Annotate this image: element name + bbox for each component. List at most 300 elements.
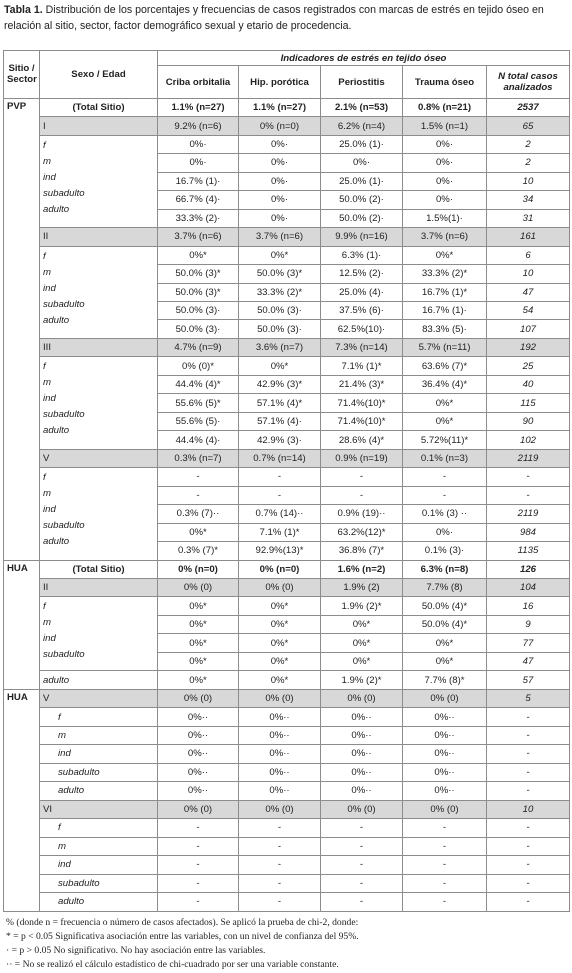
- cell-value: 0%··: [321, 782, 403, 800]
- sex-age-label: adulto: [40, 892, 158, 911]
- cell-value: 0%··: [239, 782, 321, 800]
- cell-ntotal: -: [487, 782, 570, 800]
- data-row: [4, 135, 570, 153]
- cell-ntotal: 115: [487, 394, 570, 412]
- cell-value: 0%·: [403, 191, 487, 209]
- cell-value: 92.9%(13)*: [239, 542, 321, 560]
- cell-value: -: [239, 874, 321, 892]
- cell-value: 50.0% (4)*: [403, 597, 487, 615]
- sex-age-label: m: [40, 837, 158, 855]
- cell-value: 71.4%(10)*: [321, 412, 403, 430]
- cell-value: -: [403, 892, 487, 911]
- cell-value: -: [403, 856, 487, 874]
- stress-indicators-table: [3, 50, 570, 912]
- cell-value: 0%··: [321, 708, 403, 726]
- sex-age-label: m: [43, 488, 51, 500]
- cell-value: 50.0% (4)*: [403, 615, 487, 633]
- total-label: (Total Sitio): [40, 98, 158, 116]
- cell-value: 1.9% (2)*: [321, 597, 403, 615]
- sector-row: [4, 228, 570, 246]
- cell-value: 0%*: [403, 652, 487, 670]
- cell-value: 16.7% (1)·: [403, 301, 487, 319]
- cell-value: -: [321, 874, 403, 892]
- cell-value: 0%··: [321, 726, 403, 744]
- cell-ntotal: 104: [487, 579, 570, 597]
- cell-value: 0%*: [158, 246, 239, 264]
- cell-value: 0%*: [239, 652, 321, 670]
- sex-age-label: m: [43, 377, 51, 389]
- cell-ntotal: -: [487, 819, 570, 837]
- cell-ntotal: 2: [487, 135, 570, 153]
- cell-value: -: [158, 892, 239, 911]
- cell-ntotal: 2: [487, 154, 570, 172]
- cell-value: 25.0% (1)·: [321, 172, 403, 190]
- sex-age-label: ind: [43, 504, 56, 516]
- cell-value: 0.3% (n=7): [158, 449, 239, 467]
- sex-age-label: f: [43, 139, 46, 151]
- table-body: [4, 51, 570, 912]
- sex-age-label: ind: [43, 633, 56, 645]
- cell-ntotal: 54: [487, 301, 570, 319]
- cell-value: -: [403, 486, 487, 504]
- cell-ntotal: 10: [487, 172, 570, 190]
- cell-ntotal: -: [487, 708, 570, 726]
- cell-value: 6.3% (n=8): [403, 560, 487, 578]
- cell-value: 0%·: [158, 154, 239, 172]
- sex-age-label: subadulto: [43, 187, 85, 199]
- header-trauma: Trauma óseo: [403, 66, 487, 99]
- cell-value: 3.7% (n=6): [403, 228, 487, 246]
- cell-value: 0%*: [321, 652, 403, 670]
- cell-value: 33.3% (2)·: [158, 209, 239, 227]
- cell-value: 2.1% (n=53): [321, 98, 403, 116]
- cell-value: 9.9% (n=16): [321, 228, 403, 246]
- cell-value: 0% (0): [158, 689, 239, 707]
- cell-ntotal: -: [487, 486, 570, 504]
- cell-value: 0% (0): [239, 579, 321, 597]
- cell-value: 0%··: [321, 763, 403, 781]
- cell-value: 0%*: [239, 634, 321, 652]
- sex-age-label: f: [43, 472, 46, 484]
- cell-value: -: [158, 874, 239, 892]
- cell-ntotal: 90: [487, 412, 570, 430]
- cell-value: -: [239, 856, 321, 874]
- cell-value: 50.0% (2)·: [321, 209, 403, 227]
- cell-value: 0% (0): [239, 800, 321, 818]
- cell-value: 7.3% (n=14): [321, 338, 403, 356]
- cell-value: 0%*: [158, 634, 239, 652]
- cell-value: 44.4% (4)*: [158, 375, 239, 393]
- cell-value: 6.2% (n=4): [321, 117, 403, 135]
- cell-value: -: [321, 837, 403, 855]
- note-line: ·· = No se realizó el cálculo estadístico de chi-cuadrado por ser una variable constante.: [6, 959, 339, 970]
- cell-ntotal: 107: [487, 320, 570, 338]
- sex-age-group: [40, 246, 158, 338]
- data-row: [4, 726, 570, 744]
- cell-ntotal: 2119: [487, 449, 570, 467]
- cell-value: 71.4%(10)*: [321, 394, 403, 412]
- cell-ntotal: 5: [487, 689, 570, 707]
- cell-value: 25.0% (4)·: [321, 283, 403, 301]
- cell-value: 0%·: [403, 523, 487, 541]
- cell-value: 0%··: [239, 726, 321, 744]
- cell-value: 1.5% (n=1): [403, 117, 487, 135]
- cell-value: 0%··: [239, 708, 321, 726]
- cell-value: 55.6% (5)*: [158, 394, 239, 412]
- cell-value: 0% (n=0): [239, 560, 321, 578]
- cell-value: 0%··: [239, 745, 321, 763]
- cell-ntotal: -: [487, 892, 570, 911]
- cell-value: 3.7% (n=6): [158, 228, 239, 246]
- cell-ntotal: 192: [487, 338, 570, 356]
- caption-label: Tabla 1.: [4, 4, 43, 16]
- cell-value: 55.6% (5)·: [158, 412, 239, 430]
- sector-label: V: [40, 449, 158, 467]
- cell-value: 9.2% (n=6): [158, 117, 239, 135]
- cell-value: 50.0% (3)·: [158, 320, 239, 338]
- cell-ntotal: 1135: [487, 542, 570, 560]
- cell-value: 0%··: [158, 726, 239, 744]
- cell-value: -: [239, 892, 321, 911]
- cell-value: 57.1% (4)·: [239, 412, 321, 430]
- cell-value: 0%·: [239, 209, 321, 227]
- cell-ntotal: 40: [487, 375, 570, 393]
- cell-value: 50.0% (3)*: [239, 265, 321, 283]
- cell-value: 0%*: [403, 634, 487, 652]
- cell-value: 0%*: [158, 652, 239, 670]
- cell-value: -: [321, 856, 403, 874]
- cell-value: 0.1% (n=3): [403, 449, 487, 467]
- cell-ntotal: -: [487, 837, 570, 855]
- cell-value: 0.7% (14)··: [239, 505, 321, 523]
- cell-ntotal: -: [487, 874, 570, 892]
- cell-ntotal: 65: [487, 117, 570, 135]
- cell-value: 0%·: [239, 191, 321, 209]
- cell-value: -: [403, 874, 487, 892]
- cell-value: 12.5% (2)·: [321, 265, 403, 283]
- cell-value: 0%··: [403, 708, 487, 726]
- cell-value: 4.7% (n=9): [158, 338, 239, 356]
- cell-value: 57.1% (4)*: [239, 394, 321, 412]
- cell-value: 0%*: [239, 597, 321, 615]
- data-row: [4, 745, 570, 763]
- cell-value: 0%*: [403, 412, 487, 430]
- cell-value: 0%·: [239, 135, 321, 153]
- sex-age-label: f: [40, 819, 158, 837]
- cell-value: -: [403, 837, 487, 855]
- cell-ntotal: -: [487, 745, 570, 763]
- cell-value: -: [321, 892, 403, 911]
- cell-value: -: [158, 856, 239, 874]
- cell-value: 0.8% (n=21): [403, 98, 487, 116]
- cell-value: 0% (0): [321, 800, 403, 818]
- sex-age-label: adulto: [43, 425, 70, 437]
- sector-row: [4, 689, 570, 707]
- cell-ntotal: -: [487, 856, 570, 874]
- cell-value: 0%··: [158, 745, 239, 763]
- sector-label: II: [40, 228, 158, 246]
- sector-row: [4, 117, 570, 135]
- cell-ntotal: 16: [487, 597, 570, 615]
- cell-value: 0.3% (7)··: [158, 505, 239, 523]
- data-row: [4, 892, 570, 911]
- cell-value: 0% (0): [239, 689, 321, 707]
- cell-value: 28.6% (4)*: [321, 431, 403, 449]
- cell-value: 5.72%(11)*: [403, 431, 487, 449]
- cell-value: 7.7% (8)*: [403, 671, 487, 689]
- sector-row: [4, 800, 570, 818]
- cell-value: 50.0% (3)·: [158, 301, 239, 319]
- cell-value: 1.1% (n=27): [239, 98, 321, 116]
- cell-value: 0.7% (n=14): [239, 449, 321, 467]
- cell-ntotal: 57: [487, 671, 570, 689]
- cell-value: 0%·: [403, 154, 487, 172]
- cell-value: 50.0% (3)·: [239, 301, 321, 319]
- data-row: [4, 856, 570, 874]
- cell-value: 50.0% (2)·: [321, 191, 403, 209]
- data-row: [4, 782, 570, 800]
- header-sex-age: Sexo / Edad: [40, 51, 158, 99]
- cell-ntotal: -: [487, 763, 570, 781]
- total-row: [4, 560, 570, 578]
- sector-label: VI: [40, 800, 158, 818]
- cell-value: 0% (0): [403, 689, 487, 707]
- cell-value: 0%*: [403, 394, 487, 412]
- sex-age-label: m: [43, 617, 51, 629]
- data-row: [4, 837, 570, 855]
- sex-age-label: subadulto: [43, 649, 85, 661]
- sex-age-label: f: [40, 708, 158, 726]
- sex-age-label: adulto: [43, 536, 70, 548]
- cell-value: 0% (0)*: [158, 357, 239, 375]
- cell-value: -: [158, 468, 239, 486]
- sex-age-label: adulto: [43, 203, 70, 215]
- cell-value: 33.3% (2)*: [403, 265, 487, 283]
- cell-value: 1.9% (2): [321, 579, 403, 597]
- cell-value: 50.0% (3)·: [239, 320, 321, 338]
- cell-value: 0%··: [158, 708, 239, 726]
- cell-value: 44.4% (4)·: [158, 431, 239, 449]
- cell-value: 0%*: [158, 597, 239, 615]
- header-indicators: Indicadores de estrés en tejido óseo: [158, 51, 570, 66]
- cell-value: 0%*: [239, 357, 321, 375]
- cell-value: 0%·: [403, 172, 487, 190]
- header-ntotal: N total casos analizados: [487, 66, 570, 99]
- cell-value: 0%*: [321, 634, 403, 652]
- sex-age-label: ind: [40, 856, 158, 874]
- sex-age-label: adulto: [40, 671, 158, 689]
- cell-value: 83.3% (5)·: [403, 320, 487, 338]
- cell-value: -: [158, 819, 239, 837]
- sex-age-group: [40, 597, 158, 671]
- sex-age-label: adulto: [40, 782, 158, 800]
- sex-age-label: ind: [43, 282, 56, 294]
- cell-ntotal: 47: [487, 283, 570, 301]
- header-row-1: [4, 51, 570, 66]
- cell-ntotal: 102: [487, 431, 570, 449]
- sector-row: [4, 449, 570, 467]
- cell-value: 0%*: [239, 615, 321, 633]
- cell-value: 7.1% (1)*: [239, 523, 321, 541]
- cell-value: -: [321, 468, 403, 486]
- sex-age-label: m: [40, 726, 158, 744]
- sex-age-label: ind: [40, 745, 158, 763]
- cell-value: 33.3% (2)*: [239, 283, 321, 301]
- cell-value: 16.7% (1)·: [158, 172, 239, 190]
- cell-value: 50.0% (3)*: [158, 265, 239, 283]
- cell-value: 37.5% (6)·: [321, 301, 403, 319]
- cell-value: 0%··: [403, 745, 487, 763]
- cell-value: -: [239, 486, 321, 504]
- sex-age-label: m: [43, 266, 51, 278]
- cell-ntotal: 9: [487, 615, 570, 633]
- cell-value: -: [158, 837, 239, 855]
- cell-value: 62.5%(10)·: [321, 320, 403, 338]
- cell-value: -: [321, 486, 403, 504]
- total-label: (Total Sitio): [40, 560, 158, 578]
- sex-age-label: subadulto: [40, 763, 158, 781]
- cell-value: 0%·: [239, 154, 321, 172]
- cell-value: 16.7% (1)*: [403, 283, 487, 301]
- header-perio: Periostitis: [321, 66, 403, 99]
- sex-age-group: [40, 468, 158, 560]
- cell-ntotal: 6: [487, 246, 570, 264]
- cell-value: 0%·: [158, 135, 239, 153]
- cell-ntotal: 34: [487, 191, 570, 209]
- data-row: [4, 874, 570, 892]
- cell-value: 42.9% (3)*: [239, 375, 321, 393]
- sector-row: [4, 338, 570, 356]
- sector-row: [4, 579, 570, 597]
- sex-age-group: [40, 357, 158, 449]
- cell-value: 66.7% (4)·: [158, 191, 239, 209]
- data-row: [4, 357, 570, 375]
- cell-ntotal: 2537: [487, 98, 570, 116]
- cell-value: 0.3% (7)*: [158, 542, 239, 560]
- cell-value: 0%··: [403, 726, 487, 744]
- header-site-sector: Sitio / Sector: [4, 51, 40, 99]
- sector-label: III: [40, 338, 158, 356]
- cell-value: 0.9% (19)··: [321, 505, 403, 523]
- data-row: [4, 819, 570, 837]
- sex-age-label: subadulto: [43, 520, 85, 532]
- header-hip: Hip. porótica: [239, 66, 321, 99]
- data-row: [4, 597, 570, 615]
- cell-value: 3.6% (n=7): [239, 338, 321, 356]
- cell-ntotal: 161: [487, 228, 570, 246]
- cell-value: 0%*: [239, 671, 321, 689]
- cell-value: 63.6% (7)*: [403, 357, 487, 375]
- cell-value: 50.0% (3)*: [158, 283, 239, 301]
- cell-value: 0% (0): [158, 579, 239, 597]
- cell-value: 0.9% (n=19): [321, 449, 403, 467]
- cell-value: 0%*: [321, 615, 403, 633]
- cell-value: 0% (n=0): [158, 560, 239, 578]
- site-label: PVP: [4, 98, 40, 560]
- cell-ntotal: -: [487, 468, 570, 486]
- cell-ntotal: 47: [487, 652, 570, 670]
- cell-value: 0%*: [158, 671, 239, 689]
- cell-ntotal: 25: [487, 357, 570, 375]
- cell-value: 36.8% (7)*: [321, 542, 403, 560]
- cell-value: 7.7% (8): [403, 579, 487, 597]
- site-label: HUA: [4, 689, 40, 911]
- cell-value: 0%··: [403, 782, 487, 800]
- cell-value: -: [158, 486, 239, 504]
- cell-ntotal: -: [487, 726, 570, 744]
- cell-value: -: [239, 837, 321, 855]
- cell-value: 0%··: [403, 763, 487, 781]
- cell-value: 6.3% (1)·: [321, 246, 403, 264]
- cell-value: 0%·: [321, 154, 403, 172]
- cell-value: 0%··: [321, 745, 403, 763]
- header-criba: Criba orbitalia: [158, 66, 239, 99]
- table-notes: [6, 916, 568, 972]
- cell-value: 0%*: [239, 246, 321, 264]
- note-line: · = p > 0.05 No significativo. No hay asociación entre las variables.: [6, 945, 266, 956]
- sex-age-label: m: [43, 155, 51, 167]
- cell-value: 0%*: [403, 246, 487, 264]
- cell-value: 0%·: [403, 135, 487, 153]
- cell-value: 36.4% (4)*: [403, 375, 487, 393]
- caption-text: Distribución de los porcentajes y frecuencias de casos registrados con marcas de estrés en tejido óseo en relación al sitio, sector, factor demográfico sexual y etario de procedencia.: [4, 4, 544, 32]
- cell-value: -: [403, 819, 487, 837]
- note-line: % (donde n = frecuencia o número de casos afectados). Se aplicó la prueba de chi-2, donde:: [6, 917, 359, 928]
- cell-value: 0%*: [158, 615, 239, 633]
- cell-value: 0%··: [239, 763, 321, 781]
- cell-value: 63.2%(12)*: [321, 523, 403, 541]
- cell-ntotal: 31: [487, 209, 570, 227]
- cell-value: 0% (0): [321, 689, 403, 707]
- cell-value: 0% (0): [403, 800, 487, 818]
- sex-age-label: adulto: [43, 314, 70, 326]
- cell-value: 1.9% (2)*: [321, 671, 403, 689]
- cell-value: 21.4% (3)*: [321, 375, 403, 393]
- sex-age-label: subadulto: [43, 409, 85, 421]
- cell-value: 0%··: [158, 782, 239, 800]
- cell-value: 5.7% (n=11): [403, 338, 487, 356]
- cell-value: 0%*: [158, 523, 239, 541]
- sex-age-group: [40, 135, 158, 227]
- cell-value: 7.1% (1)*: [321, 357, 403, 375]
- cell-value: 0% (n=0): [239, 117, 321, 135]
- cell-value: 1.5%(1)·: [403, 209, 487, 227]
- data-row: [4, 708, 570, 726]
- sector-label: V: [40, 689, 158, 707]
- sex-age-label: f: [43, 601, 46, 613]
- cell-value: 1.6% (n=2): [321, 560, 403, 578]
- cell-value: 0% (0): [158, 800, 239, 818]
- cell-ntotal: 10: [487, 800, 570, 818]
- cell-value: -: [403, 468, 487, 486]
- cell-value: -: [321, 819, 403, 837]
- sex-age-label: ind: [43, 393, 56, 405]
- sex-age-label: subadulto: [43, 298, 85, 310]
- cell-value: 42.9% (3)·: [239, 431, 321, 449]
- cell-value: -: [239, 819, 321, 837]
- cell-value: 1.1% (n=27): [158, 98, 239, 116]
- cell-ntotal: 984: [487, 523, 570, 541]
- cell-ntotal: 2119: [487, 505, 570, 523]
- data-row: [4, 468, 570, 486]
- cell-ntotal: 10: [487, 265, 570, 283]
- cell-ntotal: 126: [487, 560, 570, 578]
- sector-label: I: [40, 117, 158, 135]
- data-row: [4, 246, 570, 264]
- sector-label: II: [40, 579, 158, 597]
- sex-age-label: ind: [43, 171, 56, 183]
- cell-value: 0%··: [158, 763, 239, 781]
